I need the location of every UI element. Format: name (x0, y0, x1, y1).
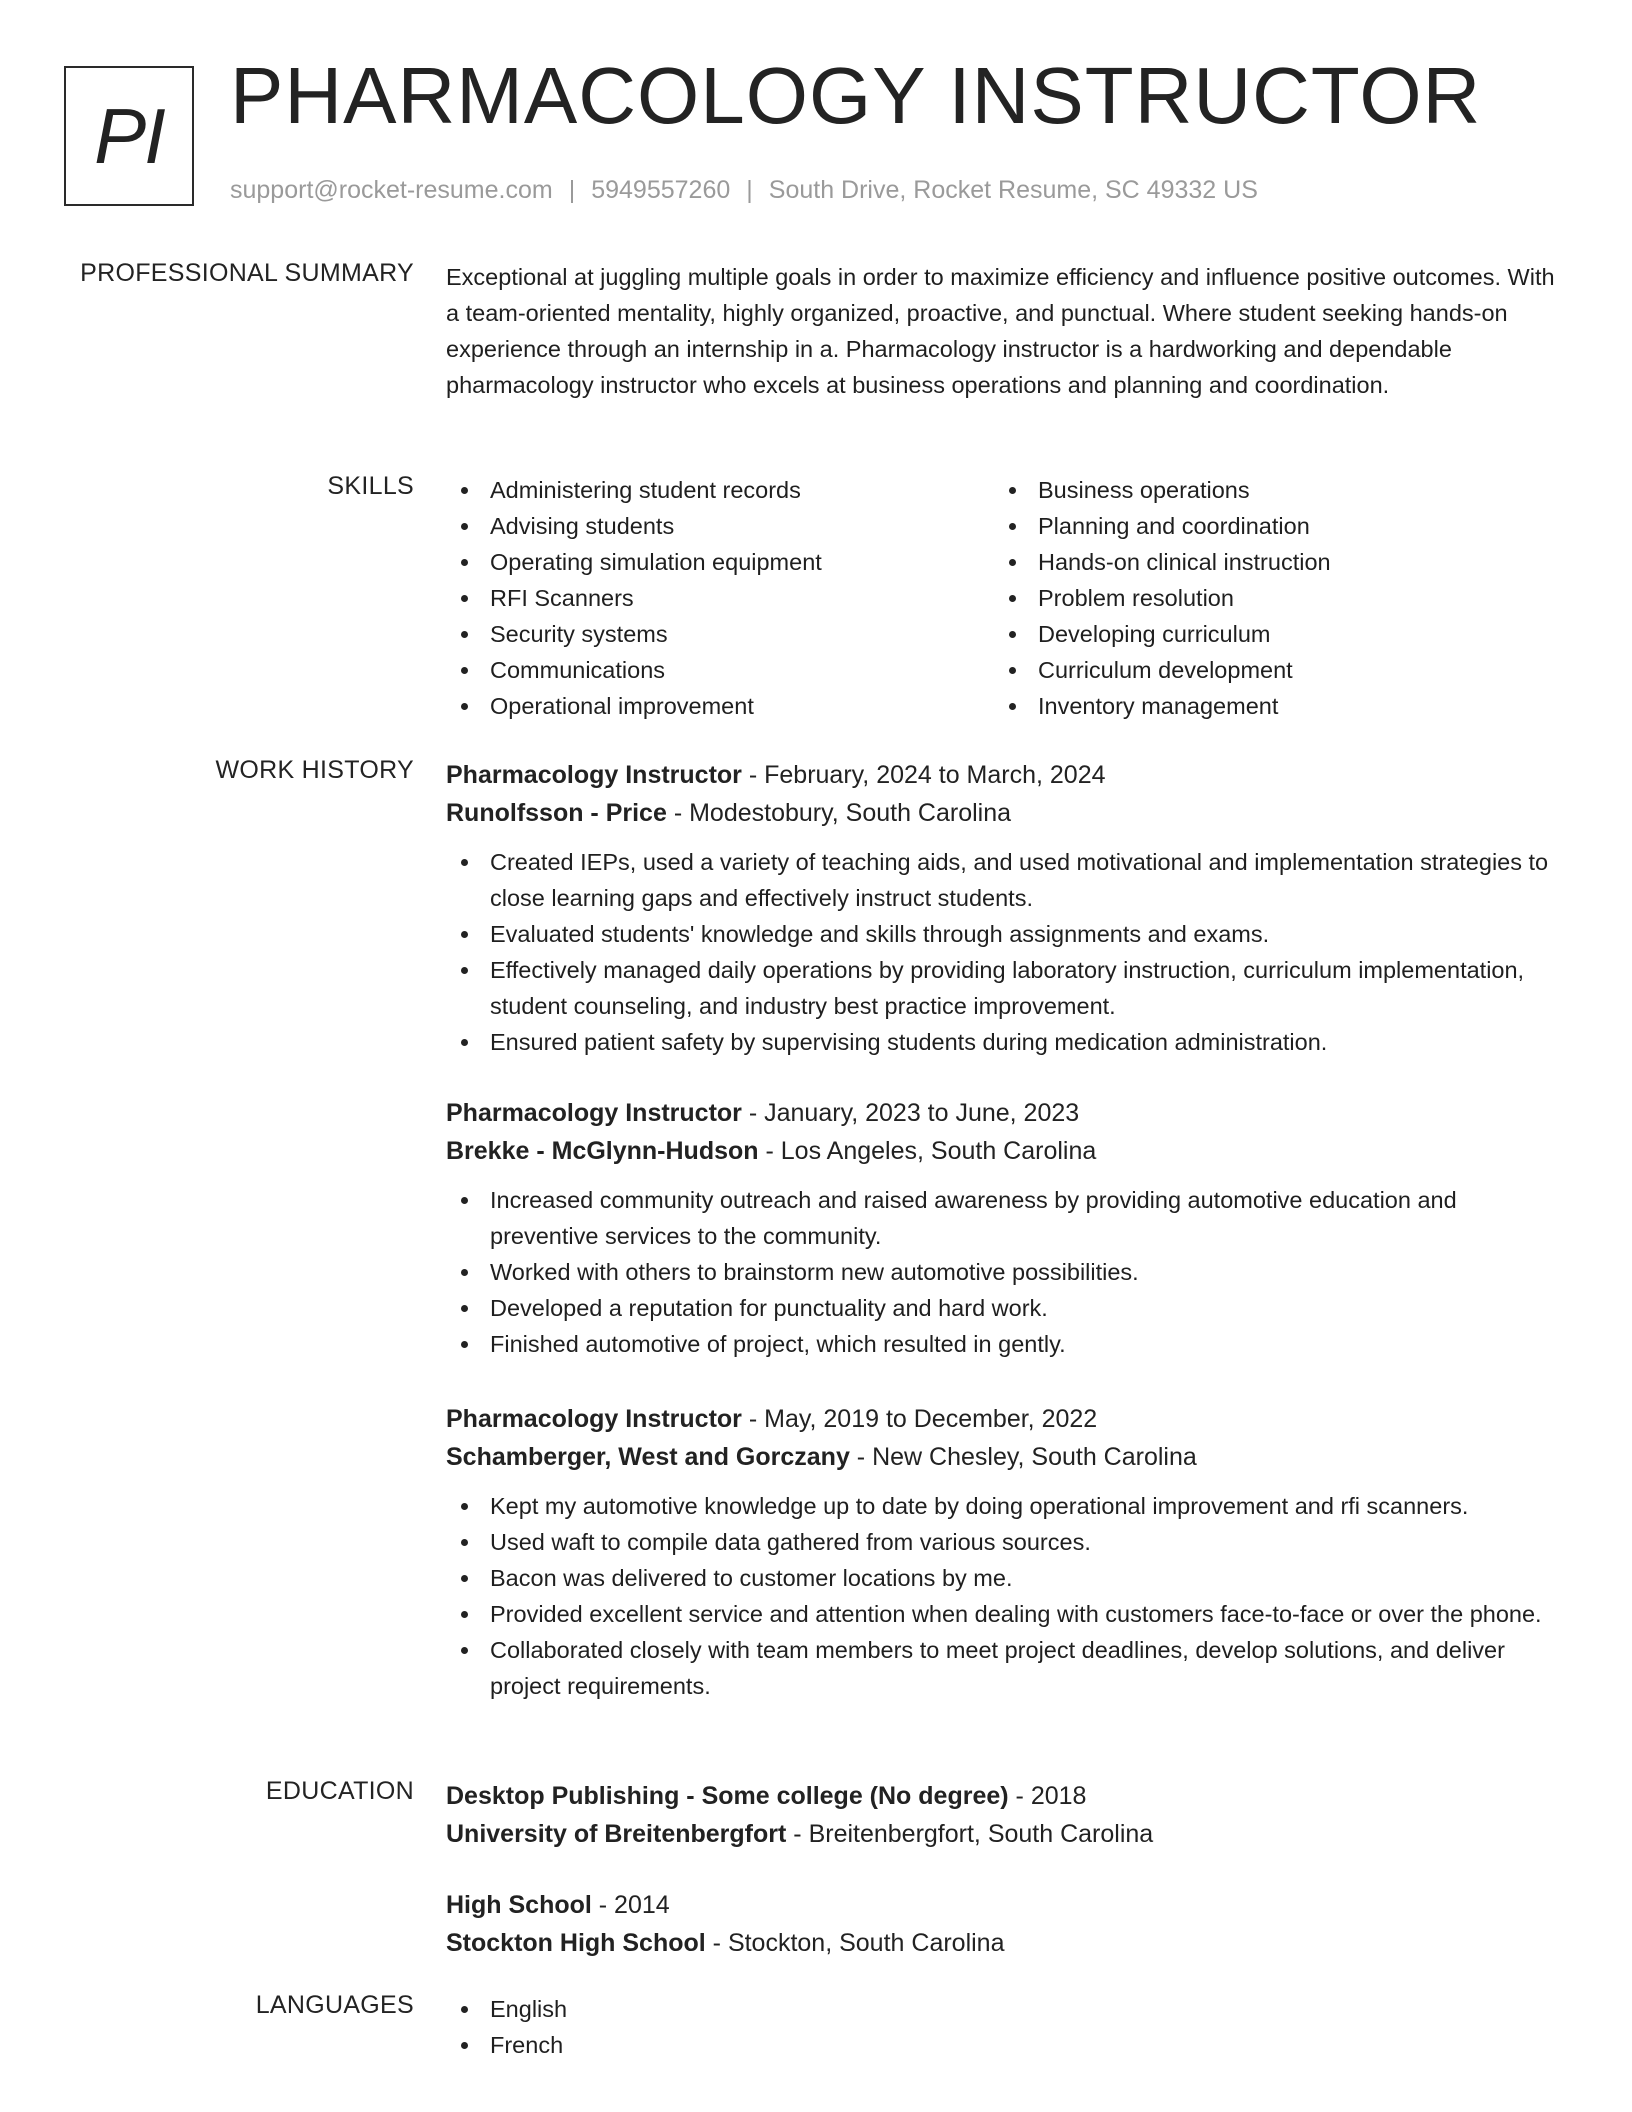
job-entry (446, 1094, 1566, 1362)
school-location: Stockton, South Carolina (727, 1929, 1005, 1957)
contact-address: South Drive, Rocket Resume, SC 49332 US (768, 176, 1258, 204)
contact-phone[interactable]: 5949557260 (591, 176, 731, 204)
job-company: Schamberger, West and Gorczany (446, 1443, 850, 1471)
skill-item: Hands-on clinical instruction (994, 544, 1542, 580)
degree: Desktop Publishing - Some college (No degree) (446, 1782, 1009, 1810)
job-company: Runolfsson - Price (446, 799, 667, 827)
dash: - (741, 1405, 765, 1433)
job-company: Brekke - McGlynn-Hudson (446, 1137, 759, 1165)
dash: - (786, 1820, 809, 1848)
contact-line (230, 176, 1258, 205)
job-location: New Chesley, South Carolina (872, 1443, 1197, 1471)
school-line (446, 1924, 1566, 1962)
job-dates: January, 2023 to June, 2023 (764, 1099, 1080, 1127)
skill-item: Business operations (994, 472, 1542, 508)
skill-item: Operational improvement (446, 688, 994, 724)
education-entry (446, 1886, 1566, 1962)
dash: - (741, 761, 765, 789)
skill-item: Communications (446, 652, 994, 688)
job-bullet: Developed a reputation for punctuality and hard work. (446, 1290, 1566, 1326)
job-company-line (446, 1132, 1566, 1170)
degree: High School (446, 1891, 592, 1919)
job-location: Modestobury, South Carolina (689, 799, 1012, 827)
dash: - (758, 1137, 781, 1165)
job-title: Pharmacology Instructor (446, 1405, 742, 1433)
candidate-name: PHARMACOLOGY INSTRUCTOR (230, 51, 1482, 140)
education-entry (446, 1777, 1566, 1853)
contact-separator: | (568, 176, 576, 204)
job-bullet: Bacon was delivered to customer locations by me. (446, 1560, 1566, 1596)
school-location: Breitenbergfort, South Carolina (808, 1820, 1154, 1848)
skill-item: Problem resolution (994, 580, 1542, 616)
skill-item: Operating simulation equipment (446, 544, 994, 580)
job-bullet: Finished automotive of project, which resulted in gently. (446, 1326, 1566, 1362)
dash: - (1008, 1782, 1031, 1810)
job-entry (446, 1400, 1566, 1704)
degree-line (446, 1777, 1566, 1815)
dash: - (591, 1891, 615, 1919)
job-bullet: Kept my automotive knowledge up to date by doing operational improvement and rfi scanners. (446, 1488, 1566, 1524)
skills-list-left (446, 472, 994, 724)
education-year: 2018 (1030, 1782, 1087, 1810)
job-bullet: Worked with others to brainstorm new automotive possibilities. (446, 1254, 1566, 1290)
job-bullet: Used waft to compile data gathered from various sources. (446, 1524, 1566, 1560)
section-label-education: EDUCATION (265, 1777, 414, 1805)
job-bullets (446, 1182, 1566, 1362)
skill-item: Developing curriculum (994, 616, 1542, 652)
section-label-languages: LANGUAGES (255, 1991, 414, 2019)
section-label-work-history: WORK HISTORY (215, 756, 414, 784)
skill-item: Planning and coordination (994, 508, 1542, 544)
job-title: Pharmacology Instructor (446, 1099, 742, 1127)
language-item: English (446, 1991, 1566, 2027)
skill-item: Administering student records (446, 472, 994, 508)
degree-line (446, 1886, 1566, 1924)
job-dates: May, 2019 to December, 2022 (764, 1405, 1098, 1433)
job-bullets (446, 1488, 1566, 1704)
education-year: 2014 (614, 1891, 670, 1919)
skill-item: Inventory management (994, 688, 1542, 724)
job-bullet: Effectively managed daily operations by providing laboratory instruction, curriculum implementation, student counseling, and industry best practice improvement. (446, 952, 1566, 1024)
contact-separator: | (746, 176, 753, 204)
job-bullet: Provided excellent service and attention when dealing with customers face-to-face or over the phone. (446, 1596, 1566, 1632)
skill-item: Curriculum development (994, 652, 1542, 688)
job-entry (446, 756, 1566, 1060)
summary-text: Exceptional at juggling multiple goals in order to maximize efficiency and influence positive outcomes. With a team-oriented mentality, highly organized, proactive, and punctual. Where student seeking hands-on experience through an internship in a. Pharmacology instructor is a hardworking and dependable pharmacology instructor who excels at business operations and planning and coordination. (446, 264, 1555, 398)
section-label-skills: SKILLS (327, 472, 414, 500)
job-bullet: Collaborated closely with team members to meet project deadlines, develop solutions, and deliver project requirements. (446, 1632, 1566, 1704)
skills-list-right (994, 472, 1542, 724)
job-title: Pharmacology Instructor (446, 761, 742, 789)
dash: - (741, 1099, 765, 1127)
job-bullet: Increased community outreach and raised awareness by providing automotive education and preventive services to the community. (446, 1182, 1566, 1254)
job-title-line (446, 756, 1566, 794)
job-company-line (446, 794, 1566, 832)
job-bullet: Ensured patient safety by supervising students during medication administration. (446, 1024, 1566, 1060)
monogram-box (64, 66, 194, 206)
monogram-initials: PI (94, 91, 164, 180)
skill-item: Advising students (446, 508, 994, 544)
skill-item: Security systems (446, 616, 994, 652)
languages-list (446, 1991, 1566, 2063)
job-bullets (446, 844, 1566, 1060)
job-dates: February, 2024 to March, 2024 (764, 761, 1106, 789)
dash: - (705, 1929, 728, 1957)
contact-email[interactable]: support@rocket-resume.com (230, 176, 553, 204)
job-title-line (446, 1400, 1566, 1438)
school-line (446, 1815, 1566, 1853)
skill-item: RFI Scanners (446, 580, 994, 616)
job-title-line (446, 1094, 1566, 1132)
section-label-summary: PROFESSIONAL SUMMARY (80, 259, 414, 287)
dash: - (849, 1443, 873, 1471)
job-location: Los Angeles, South Carolina (780, 1137, 1097, 1165)
language-item: French (446, 2027, 1566, 2063)
school: Stockton High School (446, 1929, 706, 1957)
job-company-line (446, 1438, 1566, 1476)
school: University of Breitenbergfort (446, 1820, 787, 1848)
dash: - (666, 799, 690, 827)
job-bullet: Created IEPs, used a variety of teaching aids, and used motivational and implementation strategies to close learning gaps and effectively instruct students. (446, 844, 1566, 916)
job-bullet: Evaluated students' knowledge and skills through assignments and exams. (446, 916, 1566, 952)
